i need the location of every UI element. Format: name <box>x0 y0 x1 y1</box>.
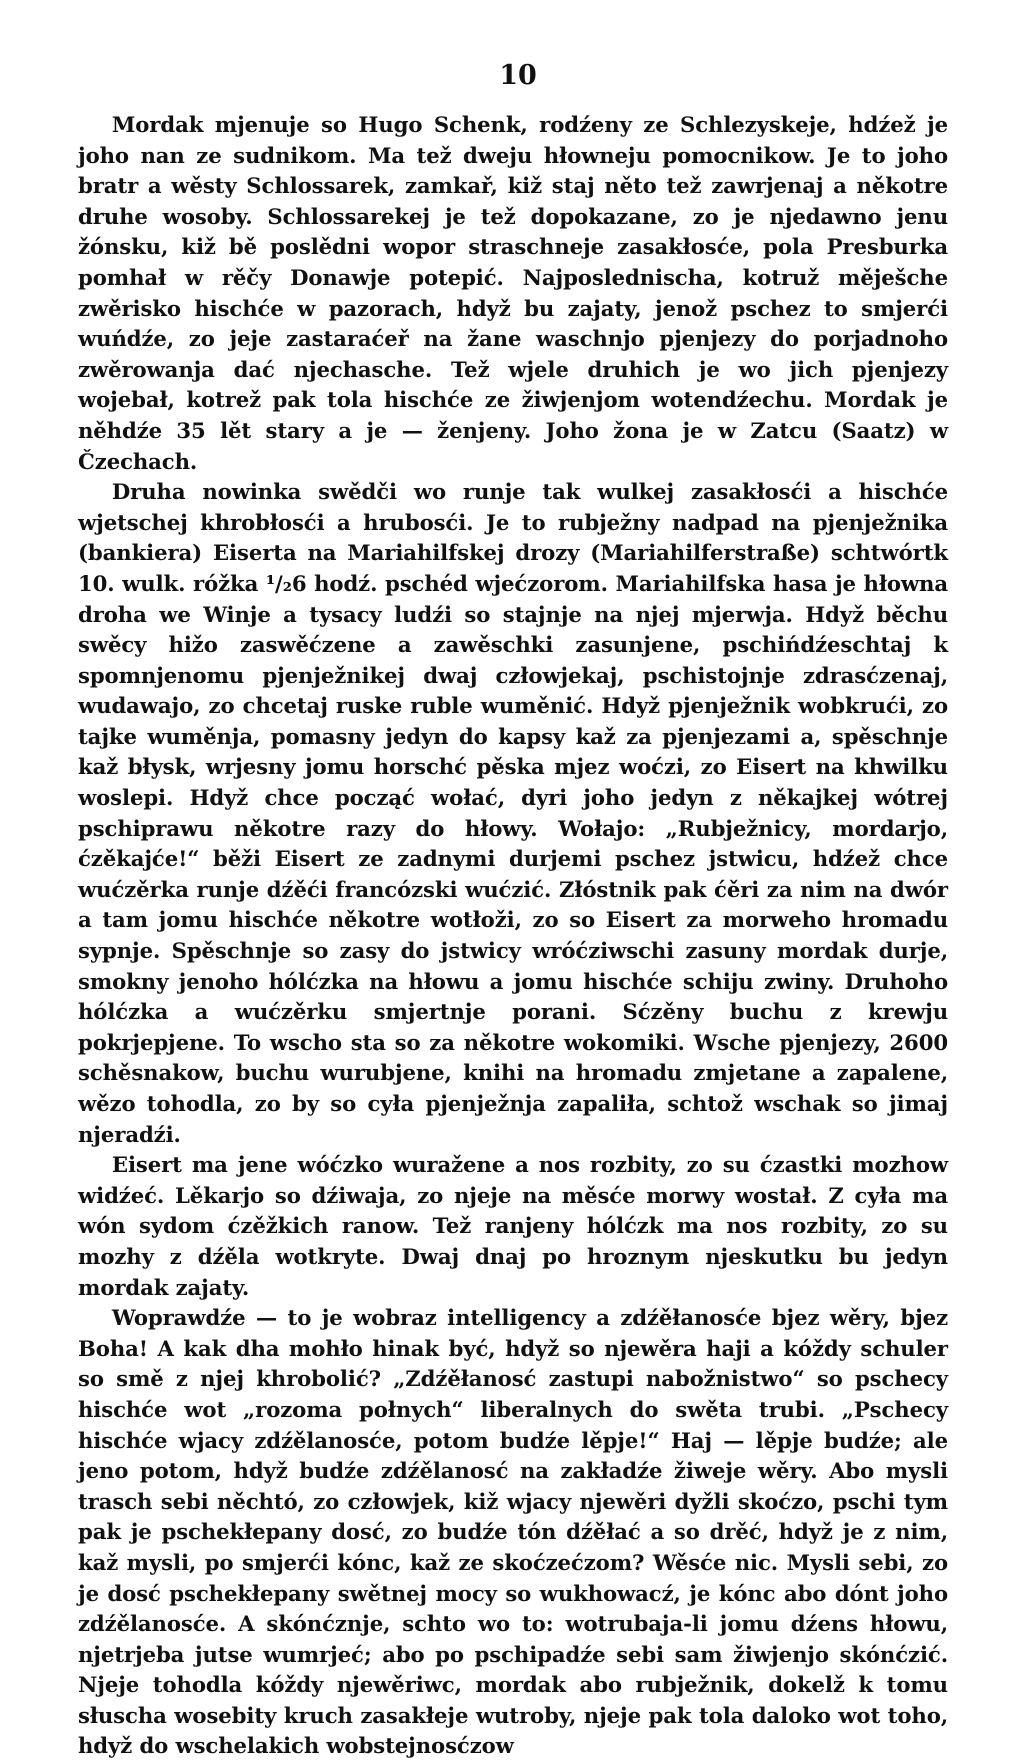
paragraph-reflection: Woprawdźe — to je wobraz intelligency a zdźěłanosće bjez wěry, bjez Boha! A kak dha mohło hinak być, hdyž so njewěra haji a kóždy schuler so smě z njej khrobolić? „Zdźěłanosć zastupi nabožnistwo“ so pschecy hischće wot „rozoma połnych“ liberalnych do swěta trubi. „Pschecy hischće wjacy zdźělanosće, potom budźe lěpje!“ Haj — lěpje budźe; ale jeno potom, hdyž budźe zdźělanosć na zakładźe žiweje wěry. Abo mysli trasch sebi něchtó, zo człowjek, kiž wjacy njewěri dyžli skoćzo, pschi tym pak je pschekłepany dosć, zo budźe tón dźěłać a so drěć, hdyž je z nim, kaž mysli, po smjerći kónc, kaž ze skoćzećzom? Wěsće nic. Mysli sebi, zo je dosć pschekłepany swětnej mocy so wukhowacź, je kónc abo dónt joho zdźělanosće. A skónćznje, schto wo to: wotrubaja-li jomu dźens hłowu, njetrjeba jutse wumrjeć; abo po pschipadźe sebi sam žiwjenjo skónćzić. Njeje tohodla kóždy njewěriwc, mordak abo rubježnik, dokelž k tomu słuscha wosebity kruch zasakłeje wutroby, njeje pak tola daloko wot toho, hdyž do wschelakich wobstejnosćzow <box>78 1305 948 1759</box>
page-number: 10 <box>499 60 537 91</box>
paragraph-murderer: Mordak mjenuje so Hugo Schenk, rodźeny ze Schlezyskeje, hdźež je joho nan ze sudnikom. Ma tež dweju hłowneju pomocnikow. Je to joho bratr a wěsty Schlossarek, zamkař, kiž staj něto tež zawrjenaj a někotre druhe wosoby. Schlossarekej je tež dopokazane, zo je njedawno jenu žónsku, kiž bě poslědni wopor straschneje zasakłosće, pola Presburka pomhał w rěčy Donawje potepić. Najposlednischa, kotruž měješche zwěrisko hischće w pazorach, hdyž bu zajaty, jenož pschez to smjerći wuńdźe, zo jeje zastaraćeř na žane waschnjo pjenjezy do porjadnoho zwěrowanja dać njechasche. Tež wjele druhich je wo jich pjenjezy wojebał, kotrež pak tola hischće ze žiwjenjom wotendźechu. Mordak je něhdźe 35 lět stary a je — ženjeny. Joho žona je w Zatcu (Saatz) w Čzechach. <box>78 112 948 474</box>
paragraph-robbery: Druha nowinka swědči wo runje tak wulkej zasakłosći a hischće wjetschej khrobłosći a hrubosći. Je to rubježny nadpad na pjenježnika (bankiera) Eiserta na Mariahilfskej drozy (Mariahilferstraße) schtwórtk 10. wulk. róžka ¹/₂6 hodź. pschéd wjećzorom. Mariahilfska hasa je hłowna droha we Winje a tysacy ludźi so stajnje na njej mjerwja. Hdyž běchu swěcy hižo zaswěćzene a zawěschki zasunjene, pschińdźeschtaj k spomnjenomu pjenježnikej dwaj człowjekaj, pschistojnje zdrasćzenaj, wudawajo, zo chcetaj ruske ruble wuměnić. Hdyž pjenježnik wobkrući, zo tajke wuměnja, pomasny jedyn do kapsy kaž za pjenjezami a, spěschnje kaž błysk, wrjesny jomu horschć pěska mjez woćzi, zo Eisert na khwilku woslepi. Hdyž chce począć wołać, dyri joho jedyn z někajkej wótrej pschiprawu někotre razy do hłowy. Wołajo: „Rubježnicy, mordarjo, ćzěkajće!“ běži Eisert ze zadnymi durjemi pschez jstwicu, hdźež chce wućzěrka runje dźěći francózski wućzić. Złóstnik pak ćěri za nim na dwór a tam jomu hischće někotre wotłoži, zo so Eisert za morweho hromadu sypnje. Spěschnje so zasy do jstwicy wróćziwschi zasuny mordak durje, smokny jenoho hólćzka na hłowu a jomu hischće schiju zwiny. Druhoho hólćzka a wućzěrku smjertnje porani. Sćzěny buchu z krewju pokrjepjene. To wscho sta so za někotre wokomiki. Wsche pjenjezy, 2600 schěsnakow, buchu wurubjene, knihi na hromadu zmjetane a zapalene, wězo tohodla, zo by so cyła pjenježnja zapaliła, schtož wschak so jimaj njeradźi. <box>78 479 948 1147</box>
paragraph-injuries: Eisert ma jene wóćzko wuražene a nos rozbity, zo su ćzastki mozhow widźeć. Lěkarjo so dźiwaja, zo njeje na měsće morwy wostał. Z cyła ma wón sydom ćzěžkich ranow. Tež ranjeny hólćzk ma nos rozbity, zo su mozhy z dźěla wotkryte. Dwaj dnaj po hroznym njeskutku bu jedyn mordak zajaty. <box>78 1152 948 1300</box>
